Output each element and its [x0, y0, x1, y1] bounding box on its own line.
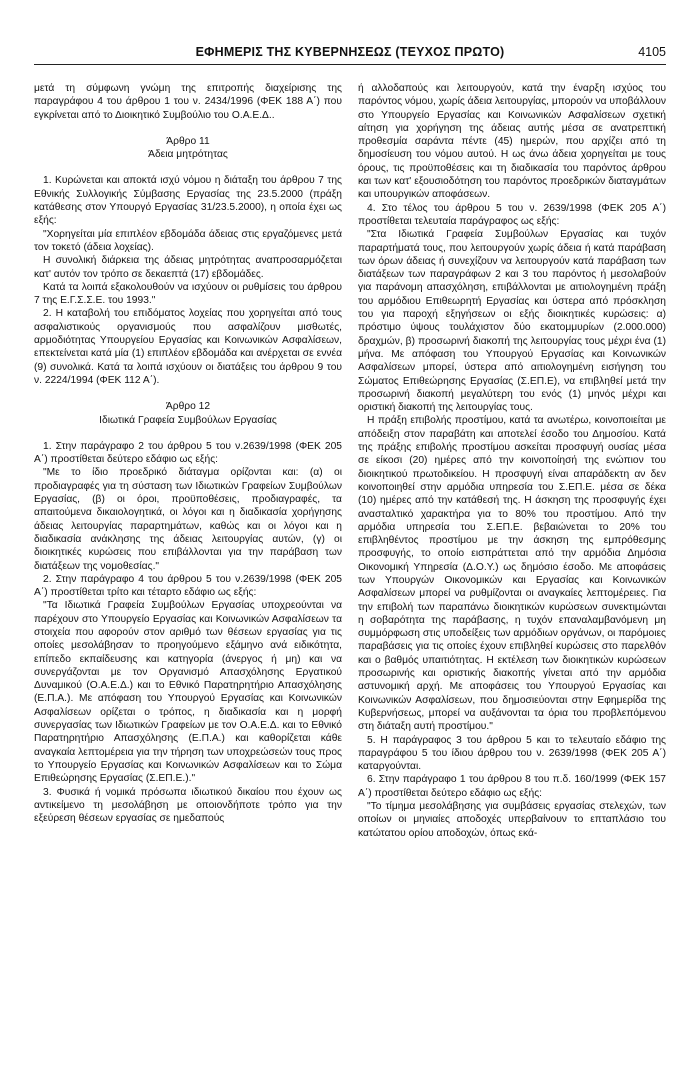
- article-11-title: Άρθρο 11: [166, 135, 210, 147]
- quote-paragraph: "Το τίμημα μεσολάβησης για συμβάσεις εργασίας στελεχών, των οποίων οι μηνιαίες αποδοχές υπερβαίνουν το επταπλάσιο του κατώτατου ορίου αποδοχών, όπως εκά-: [358, 801, 666, 839]
- page-number: 4105: [638, 45, 666, 59]
- paragraph: 1. Κυρώνεται και αποκτά ισχύ νόμου η διάταξη του άρθρου 7 της Εθνικής Συλλογικής Σύμβασης Εργασίας της 23.5.2000 (πράξη κατάθεσης στον Υπουργό Εργασίας 31/23.5.2000), η οποία έχει ως εξής:: [34, 175, 342, 227]
- paragraph: 4. Στο τέλος του άρθρου 5 του ν. 2639/1998 (ΦΕΚ 205 Α΄) προστίθεται τελευταία παράγραφος ως εξής:: [358, 202, 666, 227]
- paragraph: μετά τη σύμφωνη γνώμη της επιτροπής διαχείρισης της παραγράφου 4 του άρθρου 1 του ν. 2434/1996 (ΦΕΚ 188 Α΄) που εγκρίνεται από το Διοικητικό Συμβούλιο του Ο.Α.Ε.Δ..: [34, 83, 342, 121]
- paragraph: 3. Φυσικά ή νομικά πρόσωπα ιδιωτικού δικαίου που έχουν ως αντικείμενο τη μεσολάβηση με οποιονδήποτε τρόπο για την εξεύρεση θέσεων εργασίας σε ημεδαπούς: [34, 786, 342, 825]
- paragraph: 6. Στην παράγραφο 1 του άρθρου 8 του π.δ. 160/1999 (ΦΕΚ 157 Α΄) προστίθεται δεύτερο εδάφιο ως εξής:: [358, 774, 666, 799]
- quote-paragraph: "Στα Ιδιωτικά Γραφεία Συμβούλων Εργασίας και τυχόν παραρτήματά τους, που λειτουργούν χωρίς άδεια ή κατά παράβαση των όρων άδειας ή συνεχίζουν να λειτουργούν κατά παράβαση των διατάξεων των παραγράφων 2 και 3 του παρόντος ή μεσολαβούν για παράνομη απασχόληση, επιβάλλονται με αιτιολογημένη πράξη του αρμόδιου Επιθεωρητή Εργασίας και ύστερα από πρόσκληση του για παροχή εξηγήσεων οι εξής διοικητικές κυρώσεις: α) πρόστιμο ύψους τουλάχιστον δύο εκατομμυρίων (2.000.000) δραχμών, β) προσωρινή διακοπή της λειτουργίας τους μέχρι ένα (1) μήνα. Με απόφαση του Υπουργού Εργασίας και Κοινωνικών Ασφαλίσεων μπορεί, ύστερα από αιτιολογημένη εισήγηση του Σώματος Επιθεώρησης Εργασίας (Σ.ΕΠ.Ε), να επιβληθεί μετά την προσωρινή διακοπή μεγαλύτερη του ενός (1) μηνός μέχρι και οριστική διακοπή της λειτουργίας τους.: [358, 229, 666, 414]
- quote-paragraph: Η πράξη επιβολής προστίμου, κατά τα ανωτέρω, κοινοποιείται με απόδειξη στον παραβάτη και αποτελεί έσοδο του Δημοσίου. Κατά της πράξης επιβολής προστίμου ασκείται προσφυγή ουσίας μέσα σε είκοσι (20) ημέρες από την κοινοποίησή της ενώπιον του διοικητικού πρωτοδικείου. Η προσφυγή είναι απαράδεκτη αν δεν κοινοποιηθεί στην αρμόδια υπηρεσία του Σ.ΕΠ.Ε. μέσα σε δέκα (10) ημέρες από την κατάθεσή της. Η άσκηση της προσφυγής έχει ανασταλτικό χαρακτήρα για το 80% του προστίμου. Από την αρμόδια υπηρεσία του Σ.ΕΠ.Ε. βεβαιώνεται το 20% του επιβληθέντος προστίμου με την άσκηση της εμπρόθεσμης προσφυγής, το οποίο εισπράττεται από την αρμόδια Δημόσια Οικονομική Υπηρεσία (Δ.Ο.Υ.) ως δημόσιο έσοδο. Με αποφάσεις των Υπουργών Οικονομικών και Εργασίας και Κοινωνικών Ασφαλίσεων μπορεί να ρυθμίζονται οι αναγκαίες λεπτομέρειες. Για την επιβολή των παραπάνω διοικητικών κυρώσεων συνεκτιμώνται η σοβαρότητα της παράβασης, η τυχόν επαναλαμβανόμενη μη συμμόρφωση στις υποδείξεις των αρμόδιων οργάνων, οι παρόμοιες παραβάσεις για τις οποίες έχουν επιβληθεί κυρώσεις στο παρελθόν και ο βαθμός υπαιτιότητας. Η εκτέλεση των διοικητικών κυρώσεων προσωρινής και οριστικής διακοπής γίνεται από την αρμόδια αστυνομική αρχή. Με αποφάσεις του Υπουργού Εργασίας και Κοινωνικών Ασφαλίσεων, που δημοσιεύονται στην Εφημερίδα της Κυβερνήσεως, μπορεί να αυξάνονται τα όρια του προβλεπόμενου στη διάταξη αυτή προστίμου.": [358, 415, 666, 733]
- paragraph: 2. Στην παράγραφο 4 του άρθρου 5 του ν.2639/1998 (ΦΕΚ 205 Α΄) προστίθεται τρίτο και τέταρτο εδάφιο ως εξής:: [34, 573, 342, 599]
- quote-paragraph: "Χορηγείται μία επιπλέον εβδομάδα άδειας στις εργαζόμενες μετά τον τοκετό (άδεια λοχείας).: [34, 228, 342, 253]
- gazette-title: ΕΦΗΜΕΡΙΣ ΤΗΣ ΚΥΒΕΡΝΗΣΕΩΣ (ΤΕΥΧΟΣ ΠΡΩΤΟ): [195, 45, 505, 59]
- paragraph: 1. Στην παράγραφο 2 του άρθρου 5 του ν.2639/1998 (ΦΕΚ 205 Α΄) προστίθεται δεύτερο εδάφιο ως εξής:: [34, 440, 342, 466]
- paragraph: 5. Η παράγραφος 3 του άρθρου 5 και το τελευταίο εδάφιο της παραγράφου 5 του ίδιου άρθρου του ν. 2639/1998 (ΦΕΚ 205 Α΄) καταργούνται.: [358, 734, 666, 773]
- right-column: [358, 82, 666, 840]
- left-column: [34, 82, 342, 825]
- quote-paragraph: Η συνολική διάρκεια της άδειας μητρότητας αναπροσαρμόζεται κατ' αυτόν τον τρόπο σε δεκαεπτά (17) εβδομάδες.: [34, 255, 342, 280]
- quote-paragraph: "Τα Ιδιωτικά Γραφεία Συμβούλων Εργασίας υποχρεούνται να παρέχουν στο Υπουργείο Εργασίας και Κοινωνικών Ασφαλίσεων τα στοιχεία που αφορούν στον αριθμό των θέσεων εργασίας για τις οποίες μεσολάβησαν το προηγούμενο εξάμηνο ανά ειδικότητα, επίπεδο εκπαίδευσης και κατηγορία (άνεργος ή μη) και να συνεργάζονται με τον Οργανισμό Απασχόλησης Εργατικού Δυναμικού (Ο.Α.Ε.Δ.) και το Εθνικό Παρατηρητήριο Απασχόλησης (Ε.Π.Α.). Με απόφαση του Υπουργού Εργασίας και Κοινωνικών Ασφαλίσεων ορίζεται ο τρόπος, η διαδικασία και η μορφή συνεργασίας των Ιδιωτικών Γραφείων με τον Ο.Α.Ε.Δ. και το Εθνικό Παρατηρητήριο Απασχόλησης (Ε.Π.Α.) και καθορίζεται κάθε αναγκαία λεπτομέρεια για την τήρηση των υποχρεώσεών τους προς το Υπουργείο Εργασίας και Κοινωνικών Ασφαλίσεων και το Σώμα Επιθεώρησης Εργασίας (Σ.ΕΠ.Ε.).": [34, 600, 342, 785]
- article-11-subtitle: Άδεια μητρότητας: [148, 149, 228, 161]
- article-12-title: Άρθρο 12: [165, 401, 211, 413]
- paragraph: ή αλλοδαπούς και λειτουργούν, κατά την έναρξη ισχύος του παρόντος νόμου, χωρίς άδεια λειτουργίας, μπορούν να υποβάλλουν στο Υπουργείο Εργασίας και Κοινωνικών Ασφαλίσεων σχετική αίτηση για χορήγηση της άδειας αυτής μέσα σε ανατρεπτική προθεσμία σαράντα πέντε (45) ημερών, που αρχίζει από τη δημοσίευση του νόμου αυτού. Η ως άνω άδεια χορηγείται με τους όρους, τις προϋποθέσεις και τη διαδικασία του παρόντος άρθρου και των κατ' εξουσιοδότηση του παρόντος προεδρικών διαταγμάτων και υπουργικών αποφάσεων.: [358, 83, 666, 201]
- article-12-subtitle: Ιδιωτικά Γραφεία Συμβούλων Εργασίας: [99, 414, 277, 426]
- page-header: [34, 44, 666, 65]
- paragraph: 2. Η καταβολή του επιδόματος λοχείας που χορηγείται από τους ασφαλιστικούς οργανισμούς που ασφαλίζουν μισθωτές, αρμοδιότητας Υπουργείου Εργασίας και Κοινωνικών Ασφαλίσεων, επεκτείνεται κατά μία (1) επιπλέον εβδομάδα και ανέρχεται σε εννέα (9) συνολικά. Κατά τα λοιπά ισχύουν οι διατάξεις του άρθρου 9 του ν. 2224/1994 (ΦΕΚ 112 Α΄).: [34, 308, 342, 386]
- quote-paragraph: "Με το ίδιο προεδρικό διάταγμα ορίζονται και: (α) οι προδιαγραφές για τη σύσταση των Ιδιωτικών Γραφείων Συμβούλων Εργασίας, (β) οι όροι, προϋποθέσεις, προδιαγραφές, τα απαιτούμενα δικαιολογητικά, οι λόγοι και η διαδικασία χορήγησης άδειας λειτουργίας παραρτημάτων, καθώς και οι λόγοι και η διαδικασία ανάκλησης της άδειας λειτουργίας αυτών, (γ) οι διοικητικές κυρώσεις που επιβάλλονται για την παράβαση των διατάξεων της νομοθεσίας.": [34, 467, 342, 572]
- quote-paragraph: Κατά τα λοιπά εξακολουθούν να ισχύουν οι ρυθμίσεις του άρθρου 7 της Ε.Γ.Σ.Σ.Ε. του 1993.": [34, 281, 342, 307]
